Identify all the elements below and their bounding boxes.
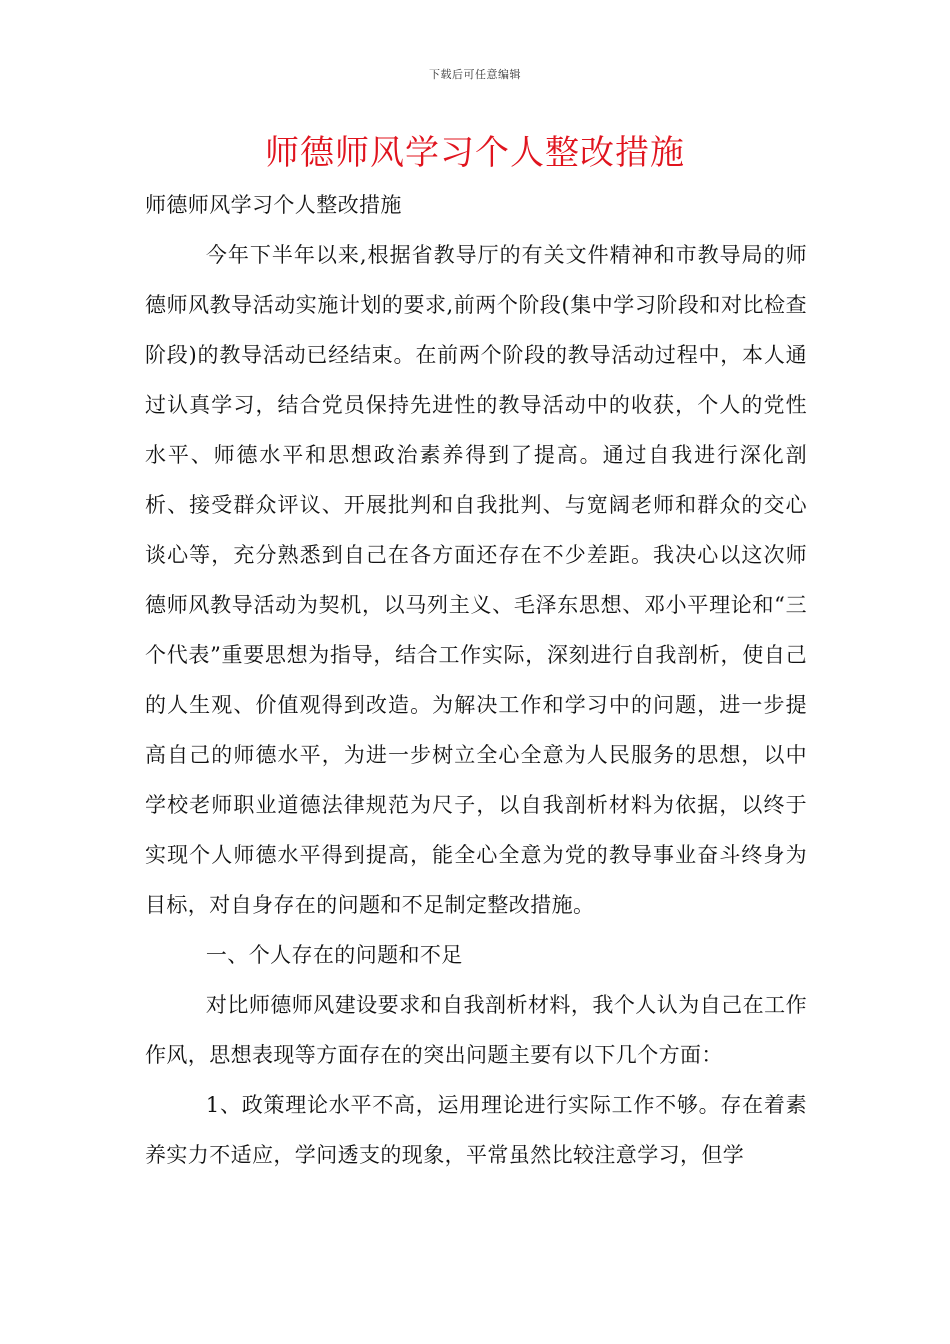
document-title: 师德师风学习个人整改措施 xyxy=(265,133,685,173)
paragraph-item-1: 1、政策理论水平不高，运用理论进行实际工作不够。存在着素养实力不适应，学问透支的现象，平常虽然比较注意学习，但学 xyxy=(145,1093,807,1167)
paragraph-intro: 今年下半年以来,根据省教导厅的有关文件精神和市教导局的师德师风教导活动实施计划的要求,前两个阶段(集中学习阶段和对比检查阶段)的教导活动已经结束。在前两个阶段的教导活动过程中，本人通过认真学习，结合党员保持先进性的教导活动中的收获，个人的党性水平、师德水平和思想政治素养得到了提高。通过自我进行深化剖析、接受群众评议、开展批判和自我批判、与宽阔老师和群众的交心谈心等，充分熟悉到自己在各方面还存在不少差距。我决心以这次师德师风教导活动为契机，以马列主义、毛泽东思想、邓小平理论和“三个代表”重要思想为指导，结合工作实际，深刻进行自我剖析，使自己的人生观、价值观得到改造。为解决工作和学习中的问题，进一步提高自己的师德水平，为进一步树立全心全意为人民服务的思想，以中学校老师职业道德法律规范为尺子，以自我剖析材料为依据，以终于实现个人师德水平得到提高，能全心全意为党的教导事业奋斗终身为目标，对自身存在的问题和不足制定整改措施。 xyxy=(145,243,807,917)
document-subtitle: 师德师风学习个人整改措施 xyxy=(145,193,402,217)
section-heading: 一、个人存在的问题和不足 xyxy=(205,943,463,967)
paragraph-comparison: 对比师德师风建设要求和自我剖析材料，我个人认为自己在工作作风，思想表现等方面存在的突出问题主要有以下几个方面： xyxy=(145,993,807,1067)
document-body xyxy=(145,180,807,1180)
header-note: 下载后可任意编辑 xyxy=(429,68,521,81)
